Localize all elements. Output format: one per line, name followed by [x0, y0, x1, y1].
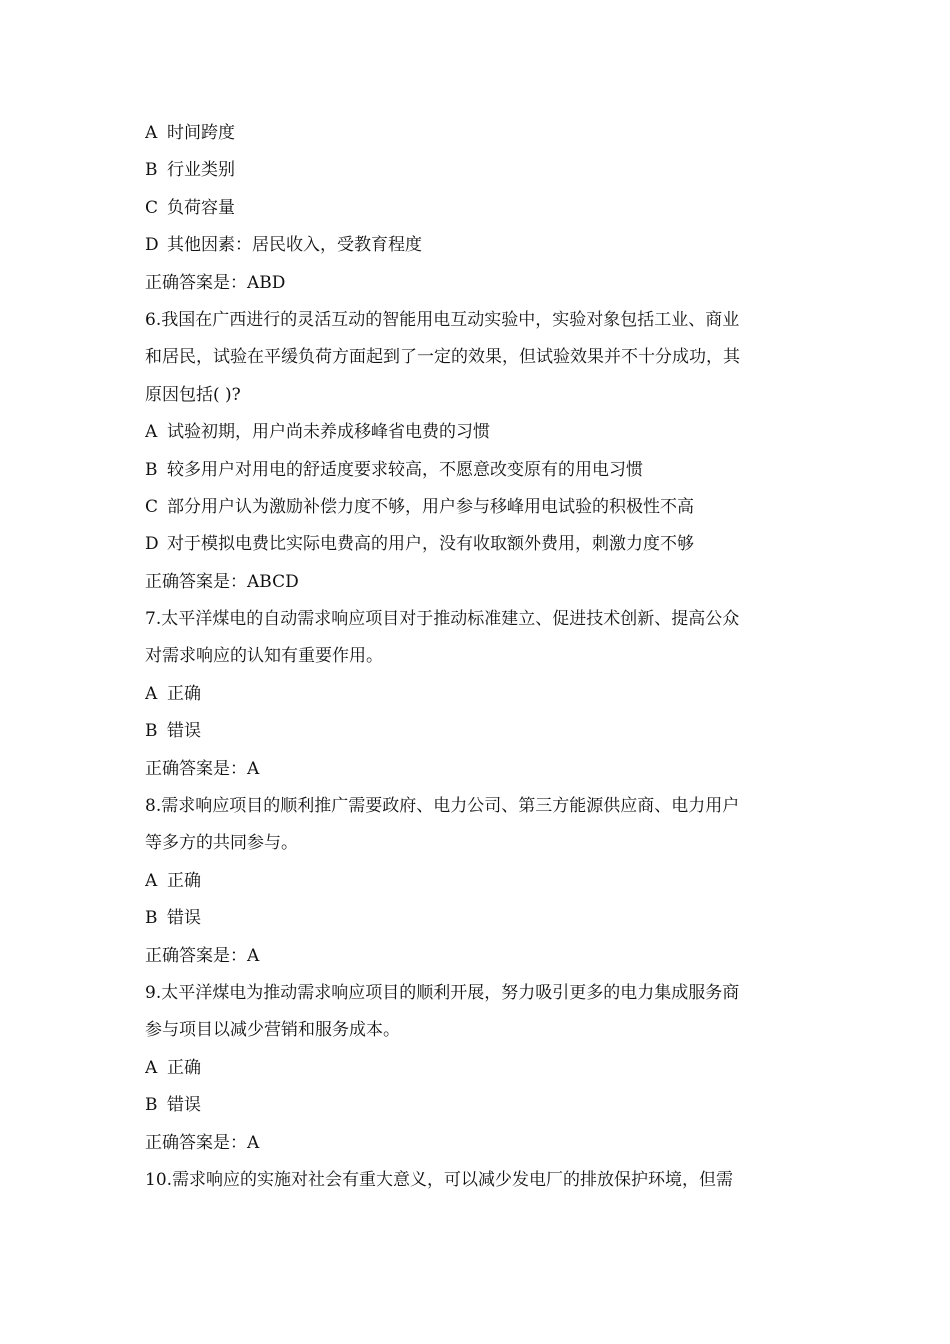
option-line [145, 190, 815, 227]
option-text: 行业类别 [167, 160, 235, 181]
option-letter: A [145, 683, 158, 704]
answer-label: 正确答案是： [145, 945, 247, 966]
option-text: 错误 [167, 908, 201, 929]
answer-label: 正确答案是： [145, 571, 247, 592]
option-line [145, 414, 815, 451]
option-text: 其他因素：居民收入，受教育程度 [167, 235, 422, 256]
question-text-line: 等多方的共同参与。 [145, 833, 298, 854]
option-text: 试验初期，用户尚未养成移峰省电费的习惯 [167, 422, 490, 443]
answer-line [145, 265, 815, 302]
answer-value: A [247, 758, 260, 779]
option-text: 部分用户认为激励补偿力度不够，用户参与移峰用电试验的积极性不高 [167, 496, 694, 517]
option-letter: B [145, 459, 158, 480]
option-line [145, 676, 815, 713]
option-letter: A [145, 422, 158, 443]
option-letter: A [145, 1057, 158, 1078]
option-text: 较多用户对用电的舒适度要求较高，不愿意改变原有的用电习惯 [167, 459, 643, 480]
answer-line [145, 751, 815, 788]
document-body [145, 115, 815, 1199]
answer-value: ABCD [247, 571, 299, 592]
option-letter: B [145, 1095, 158, 1116]
option-text: 时间跨度 [167, 123, 235, 143]
option-letter: B [145, 908, 158, 929]
question-text-line: 和居民，试验在平缓负荷方面起到了一定的效果，但试验效果并不十分成功，其 [145, 347, 740, 368]
question-text-line: 原因包括( )? [145, 384, 241, 405]
option-line [145, 863, 815, 900]
option-line [145, 713, 815, 750]
answer-value: A [247, 1132, 260, 1153]
answer-label: 正确答案是： [145, 272, 247, 293]
option-line [145, 900, 815, 937]
question-text-line: 6.我国在广西进行的灵活互动的智能用电互动实验中，实验对象包括工业、商业 [145, 309, 740, 330]
option-line [145, 452, 815, 489]
option-text: 正确 [167, 1057, 201, 1078]
option-text: 正确 [167, 683, 201, 704]
option-letter: A [145, 870, 158, 891]
option-line [145, 489, 815, 526]
option-line [145, 115, 815, 152]
option-text: 负荷容量 [167, 197, 235, 218]
option-text: 正确 [167, 870, 201, 891]
answer-value: A [247, 945, 260, 966]
option-line [145, 526, 815, 563]
option-text: 错误 [167, 721, 201, 742]
option-line [145, 1050, 815, 1087]
option-letter: A [145, 123, 158, 143]
answer-line [145, 938, 815, 975]
question-text-line: 对需求响应的认知有重要作用。 [145, 646, 383, 667]
question-text-line: 8.需求响应项目的顺利推广需要政府、电力公司、第三方能源供应商、电力用户 [145, 796, 740, 817]
question-text-line: 9.太平洋煤电为推动需求响应项目的顺利开展，努力吸引更多的电力集成服务商 [145, 982, 740, 1003]
answer-line [145, 564, 815, 601]
option-letter: B [145, 721, 158, 742]
question-text-line: 10.需求响应的实施对社会有重大意义，可以减少发电厂的排放保护环境，但需 [145, 1169, 734, 1190]
question-text-line: 参与项目以减少营销和服务成本。 [145, 1020, 400, 1041]
option-line [145, 152, 815, 189]
option-line [145, 227, 815, 264]
option-line [145, 1087, 815, 1124]
option-text: 对于模拟电费比实际电费高的用户，没有收取额外费用，刺激力度不够 [167, 534, 694, 555]
option-text: 错误 [167, 1095, 201, 1116]
question-text-line: 7.太平洋煤电的自动需求响应项目对于推动标准建立、促进技术创新、提高公众 [145, 609, 740, 630]
option-letter: D [145, 235, 159, 256]
option-letter: D [145, 534, 159, 555]
option-letter: B [145, 160, 158, 181]
answer-line [145, 1125, 815, 1162]
option-letter: C [145, 496, 159, 517]
answer-label: 正确答案是： [145, 758, 247, 779]
answer-value: ABD [247, 272, 286, 293]
answer-label: 正确答案是： [145, 1132, 247, 1153]
option-letter: C [145, 197, 159, 218]
